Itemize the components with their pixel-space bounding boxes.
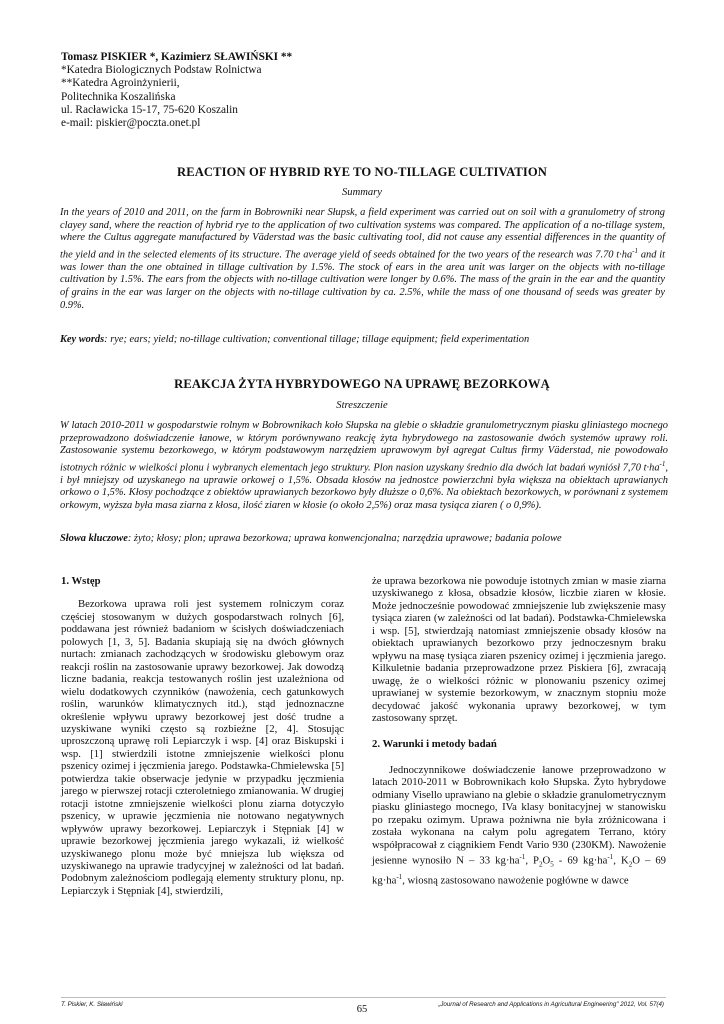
keywords-label: Słowa kluczowe <box>60 533 128 544</box>
subscript: 5 <box>550 860 554 869</box>
superscript: -1 <box>396 873 403 882</box>
subscript: 2 <box>628 860 633 869</box>
page-number: 65 <box>356 1004 368 1015</box>
abstract-text: and it was lower than the one obtained in tillage cultivation by 1.5%. The stock of ears in the area unit was larger on the objects with no-tillage cultivation by 1.5%. The ears from the objects with no-tillage cultivation were longer by 0.6%. The mass of the grain in the ear and the quantity of grains in the ear was larger on the objects with no-tillage cultivation by ca. 2.5%, while the mass of one thousand of seeds was greater by 0.9%. <box>60 249 665 311</box>
superscript: -1 <box>632 246 638 255</box>
affiliation-line: *Katedra Biologicznych Podstaw Rolnictwa <box>61 64 262 77</box>
right-column <box>372 575 666 887</box>
footer-journal: „Journal of Research and Applications in Agricultural Engineering" 2012, Vol. 57(4) <box>438 1001 664 1008</box>
body-paragraph: Bezorkowa uprawa roli jest systemem rolniczym coraz częściej stosowanym w dużych gospodarstwach rolnych [6], poddawana jest również badaniom w ścisłych doświadczeniach polowych [1, 3, 5]. Badania skupiają się na dwóch głównych nurtach: zmianach zachodzących w środowisku glebowym oraz reakcji roślin na zastosowanie uprawy bezorkowej. Jak dowodzą liczne badania, reakcja testowanych roślin jest uzależniona od wielu dodatkowych czynników (nawożenia, cech gatunkowych roślin, warunków klimatycznych itd.), stąd jednoznaczne określenie wpływu uprawy bezorkowej jest dość trudne a uzyskiwane wyniki często są rozbieżne [2, 4]. Stosując uproszczoną uprawę roli Lepiarczyk i wsp. [4] oraz Biskupski i wsp. [1] stwierdzili istotne zmniejszenie wielkości plonu pszenicy ozimej i jęczmienia jarego. Podstawka-Chmielewska [5] potwierdza takie obserwacje jedynie w przypadku jęczmienia jarego w pierwszej rotacji czteroletniego zmianowania. W drugiej rotacji istotne zmniejszenie wielkości plonu ziarna dotyczyło pszenicy, w uprawie jęczmienia nie notowano negatywnych wpływów uprawy bezorkowej. Lepiarczyk i Stępniak [4] w uprawie bezorkowej jęczmienia jarego wykazali, iż wielkość uzyskiwanego plonu może być mniejsza lub większa od uzyskiwanego na uprawie tradycyjnej w zależności od lat badań. Podobnym zależnościom podlegają elementy struktury plonu, np. Lepiarczyk i Stępniak [4], stwierdzili, <box>61 598 344 897</box>
body-text: , K <box>613 854 629 867</box>
polish-keywords <box>60 533 670 546</box>
english-abstract <box>60 207 665 312</box>
address-line: ul. Racławicka 15-17, 75-620 Koszalin <box>61 103 238 116</box>
section-heading: 1. Wstęp <box>61 575 101 587</box>
author-names: Tomasz PISKIER *, Kazimierz SŁAWIŃSKI ** <box>61 51 293 63</box>
email-line: e-mail: piskier@poczta.onet.pl <box>61 117 201 130</box>
body-paragraph: że uprawa bezorkowa nie powoduje istotnych zmian w masie ziarna uzyskiwanego z kłosa, obsadzie kłosów, liczbie ziaren w kłosie. Może jednocześnie powodować zmniejszenie lub zwiększenie masy tysiąca ziaren (w zależności od lat badań). Podstawka-Chmielewska i wsp. [5], stwierdzają natomiast zmniejszenie obsady kłosów na obiektach uprawianych bezorkowo przy jednoczesnym braku wpływu na masę tysiąca ziaren pszenicy ozimej i jęczmienia jarego. Kilkuletnie badania przeprowadzone przez Piskiera [6], zwracają uwagę, że o wielkości różnic w plonowaniu pszenicy ozimej uprawianej w systemie bezorkowym, w znacznym stopniu może decydować jakość wykonania uprawy bezorkowej, w tym zastosowany sprzęt. <box>372 575 666 724</box>
abstract-text: , i był mniejszy od uzyskanego na uprawie orkowej o 1,5%. Obsada kłosów na jednostce powierzchni była większa na obiektach uprawianych orkowo o 1,5%. Kłosy pochodzące z obiektów uprawianych bezorkowo były dłuższe o 0,6%. Na obiektach bezorkowych, w porównani z systemem orkowym, wyższa była masa ziarna z kłosa, ilość ziaren w kłosie (o około 2,5%) oraz masa tysiąca ziaren ( o 0,9%). <box>60 462 668 512</box>
body-paragraph <box>372 764 666 887</box>
superscript: -1 <box>607 853 614 862</box>
body-text: O <box>542 854 551 867</box>
author-block <box>61 51 292 130</box>
keywords-text: : żyto; kłosy; plon; uprawa bezorkowa; uprawa konwencjonalna; narzędzia uprawowe; badania polowe <box>127 533 562 544</box>
subscript: 2 <box>538 860 543 869</box>
footer-authors: T. Piskier, K. Sławiński <box>61 1001 123 1008</box>
superscript: -1 <box>519 853 526 862</box>
summary-label: Summary <box>341 187 383 198</box>
left-column <box>61 575 344 897</box>
english-keywords <box>60 334 670 347</box>
section-heading: 2. Warunki i metody badań <box>372 738 497 751</box>
body-text: , wiosną zastosowano nawożenie pogłówne w dawce <box>402 874 629 887</box>
abstract-text: In the years of 2010 and 2011, on the farm in Bobrowniki near Słupsk, a field experiment was carried out on soil with a granulometry of strong clayey sand, where the reaction of hybrid rye to the application of two cultivation systems was compared. The application of a no-tillage system, where the Cultus aggregate manufactured by Väderstad was the basic cultivating tool, did not cause any essential differences in the quantity of the yield and in the selected elements of its structure. The average yield of seeds obtained for the two years of the research was 7.70 t·ha <box>60 207 665 261</box>
affiliation-line: **Katedra Agroinżynierii, <box>61 77 180 90</box>
polish-abstract <box>60 420 668 513</box>
footer-rule <box>61 997 666 998</box>
polish-title: REAKCJA ŻYTA HYBRYDOWEGO NA UPRAWĘ BEZORKOWĄ <box>174 377 550 391</box>
keywords-text: : rye; ears; yield; no-tillage cultivation; conventional tillage; tillage equipment; field experimentation <box>104 334 530 345</box>
body-text: - 69 kg·ha <box>553 854 608 867</box>
superscript: -1 <box>659 459 666 468</box>
body-text: , P <box>525 854 539 867</box>
streszczenie-label: Streszczenie <box>336 400 388 411</box>
abstract-text: W latach 2010-2011 w gospodarstwie rolnym w Bobrownikach koło Słupska na glebie o składzie granulometrycznym piasku gliniastego mocnego przeprowadzono doświadczenie łanowe, w którym porównywano reakcję żyta hybrydowego na zastosowanie dwóch systemów uprawy roli. Zastosowanie systemu bezorkowego, w którym podstawowym narzędziem uprawowym był agregat Cultus firmy Väderstad, nie powodowało istotnych różnic w wielkości plonu i wybranych elementach jego struktury. Plon nasion uzyskany średnio dla dwóch lat badań wyniósł 7,70 t·ha <box>60 420 668 474</box>
keywords-label: Key words <box>60 334 105 345</box>
body-text: O – 69 kg·ha <box>372 854 667 887</box>
affiliation-line: Politechnika Koszalińska <box>61 90 176 103</box>
body-text: Jednoczynnikowe doświadczenie łanowe przeprowadzono w latach 2010-2011 w Bobrownikach koło Słupska. Żyto hybrydowe odmiany Visello uprawiano na glebie o składzie granulometrycznym piasku gliniastego mocnego, IVa klasy bonitacyjnej w stanowisku po rzepaku ozimym. Uprawa pożniwna nie była zróżnicowana i została wykonana na całym polu agregatem Terrano, który współpracował z ciągnikiem Fendt Vario 930 (230KM). Nawożenie jesienne wynosiło N – 33 kg·ha <box>372 763 666 867</box>
english-title: REACTION OF HYBRID RYE TO NO-TILLAGE CULTIVATION <box>177 165 547 179</box>
